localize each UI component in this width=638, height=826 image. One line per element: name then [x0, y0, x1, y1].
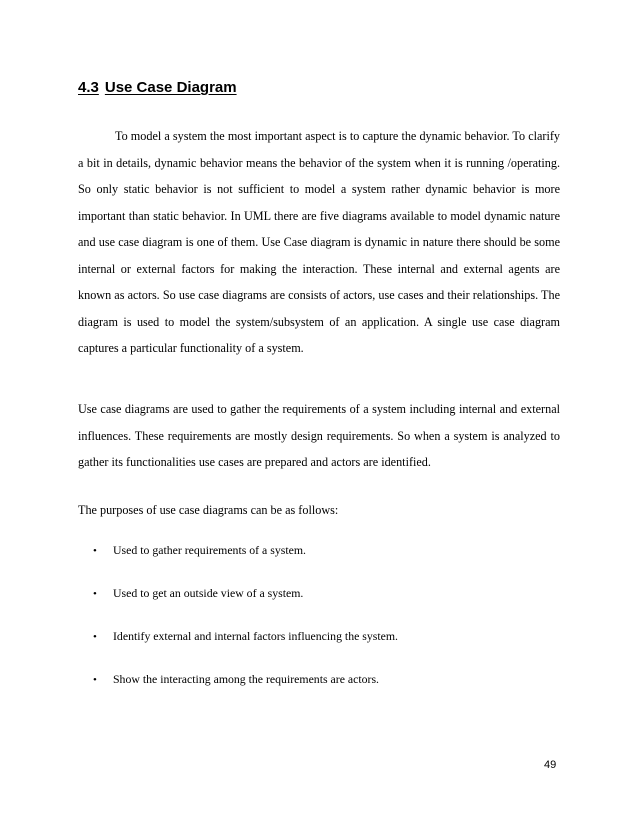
- list-item-text: Identify external and internal factors influencing the system.: [113, 629, 398, 643]
- list-item: [93, 580, 398, 623]
- purposes-list: [93, 537, 398, 709]
- list-item: [93, 623, 398, 666]
- section-title: Use Case Diagram: [104, 79, 237, 96]
- bullet-icon: •: [93, 674, 97, 686]
- section-heading: [78, 78, 237, 98]
- paragraph-requirements: Use case diagrams are used to gather the requirements of a system including internal and external influences. These requirements are mostly design requirements. So when a system is analyzed to gather its functionalities use cases are prepared and actors are identified.: [78, 402, 560, 469]
- list-item-text: Used to gather requirements of a system.: [113, 543, 306, 557]
- list-item: [93, 537, 398, 580]
- page-number: 49: [544, 759, 557, 771]
- list-item: [93, 666, 398, 709]
- paragraph-purposes-lead: The purposes of use case diagrams can be as follows:: [78, 503, 339, 517]
- bullet-icon: •: [93, 545, 97, 557]
- section-number: 4.3: [78, 79, 99, 96]
- list-item-text: Used to get an outside view of a system.: [113, 586, 304, 600]
- bullet-icon: •: [93, 631, 97, 643]
- bullet-icon: •: [93, 588, 97, 600]
- list-item-text: Show the interacting among the requirements are actors.: [113, 672, 379, 686]
- paragraph-intro: To model a system the most important aspect is to capture the dynamic behavior. To clarify a bit in details, dynamic behavior means the behavior of the system when it is running /operating. So only static behavior is not sufficient to model a system rather dynamic behavior is more important than static behavior. In UML there are five diagrams available to model dynamic nature and use case diagram is one of them. Use Case diagram is dynamic in nature there should be some internal or external factors for making the interaction. These internal and external agents are known as actors. So use case diagrams are consists of actors, use cases and their relationships. The diagram is used to model the system/subsystem of an application. A single use case diagram captures a particular functionality of a system.: [78, 129, 560, 355]
